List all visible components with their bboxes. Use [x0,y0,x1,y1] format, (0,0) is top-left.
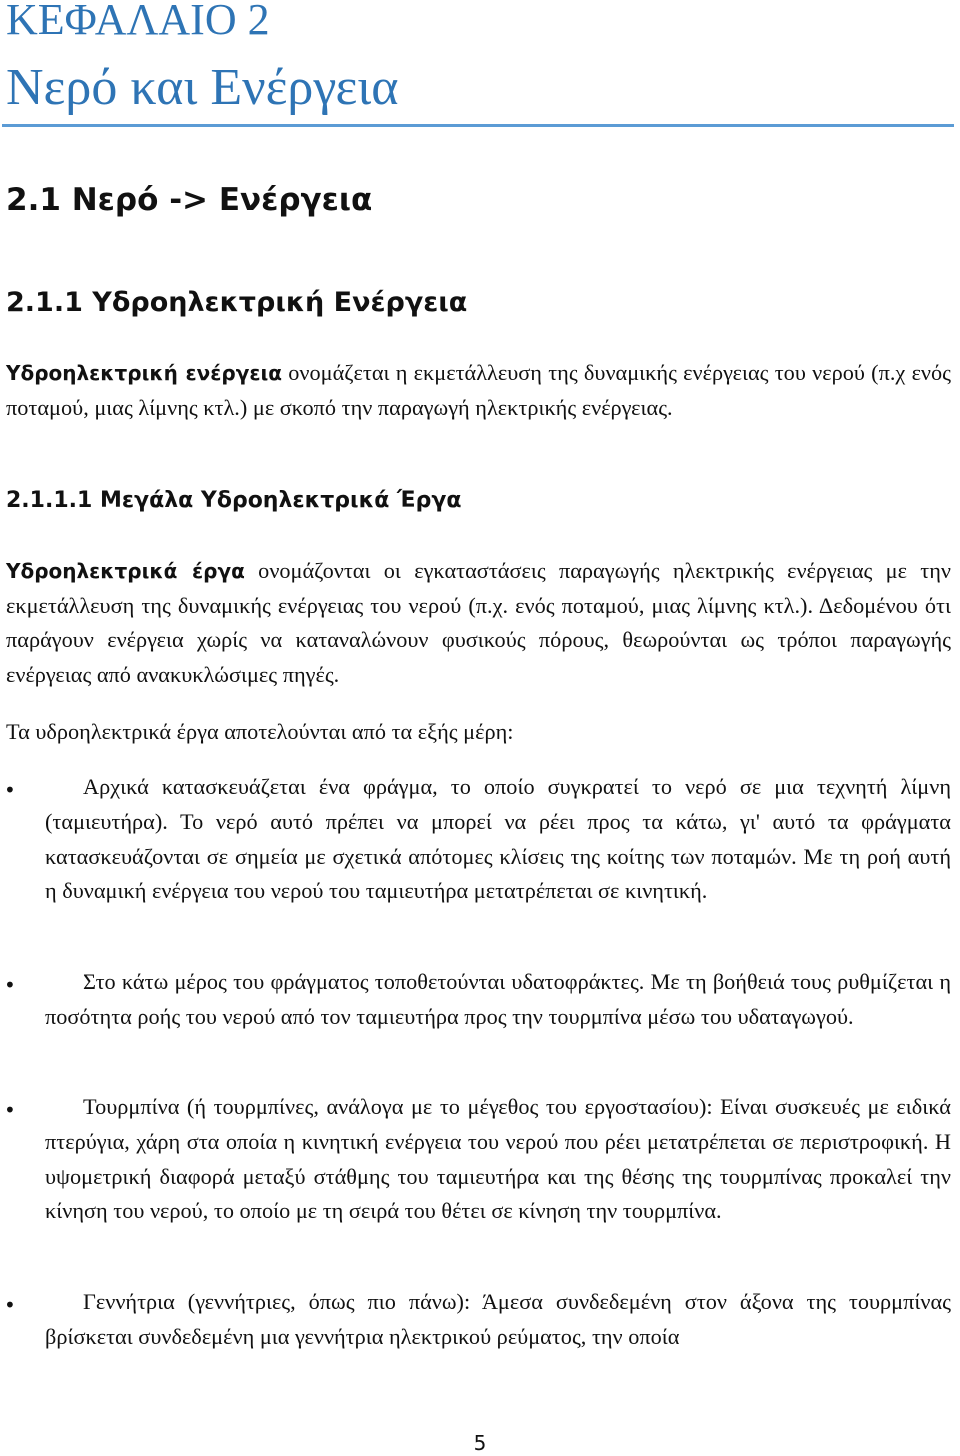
subsubsection-heading: 2.1.1.1 Μεγάλα Υδροηλεκτρικά Έργα [6,488,462,513]
definition-bold-term: Υδροηλεκτρικά έργα [6,559,245,583]
definition-text: ονομάζονται οι εγκαταστάσεις παραγωγής ηλεκτρικής ενέργειας με την εκμετάλλευση της δυναμικής ενέργειας του νερού (π.χ. ενός ποταμού, μιας λίμνης κτλ.). Δεδομένου ότι παράγουν ενέργεια χωρίς να καταναλώνουν φυσικούς πόρους, θεωρούνται ως τρόποι παραγωγής ενέργειας από ανακυκλώσιμες πηγές. [6,558,952,687]
bullet-icon: • [4,1293,16,1317]
section-heading: 2.1 Νερό -> Ενέργεια [6,182,373,218]
intro-paragraph [6,356,951,425]
intro-bold-term: Υδροηλεκτρική ενέργεια [6,361,282,385]
list-item-generator: Γεννήτρια (γεννήτριες, όπως πιο πάνω): Άμεσα συνδεδεμένη στον άξονα της τουρμπίνας βρίσκεται συνδεδεμένη μια γεννήτρια ηλεκτρικού ρεύματος, την οποία [45,1289,951,1349]
bullet-icon: • [4,973,16,997]
title-divider [2,124,954,127]
subsection-heading: 2.1.1 Υδροηλεκτρική Ενέργεια [6,287,468,318]
list-item-dam: Αρχικά κατασκευάζεται ένα φράγμα, το οποίο συγκρατεί το νερό σε μια τεχνητή λίμνη (ταμιευτήρα). Το νερό αυτό πρέπει να μπορεί να ρέει προς τα κάτω, γι' αυτό τα φράγματα κατασκευάζονται σε σημεία με σχετικά απότομες κλίσεις της κοίτης των ποταμών. Με τη ροή αυτή η δυναμική ενέργεια του νερού του ταμιευτήρα μετατρέπεται σε κινητική. [45,774,951,904]
chapter-title: Νερό και Ενέργεια [6,59,399,116]
list-item-turbine: Τουρμπίνα (ή τουρμπίνες, ανάλογα με το μέγεθος του εργοστασίου): Είναι συσκευές με ειδικά πτερύγια, χάρη στα οποία η κινητική ενέργεια του νερού που ρέει μετατρέπεται σε περιστροφική. Η υψομετρική διαφορά μεταξύ στάθμης του ταμιευτήρα και της θέσης της τουρμπίνας προκαλεί την κίνηση του νερού, το οποίο με τη σειρά του θέτει σε κίνηση την τουρμπίνα. [45,1094,951,1224]
bullet-icon: • [4,778,16,802]
chapter-label: ΚΕΦΑΛΑΙΟ 2 [6,0,270,44]
list-item-sluice-gates: Στο κάτω μέρος του φράγματος τοποθετούνται υδατοφράκτες. Με τη βοήθειά τους ρυθμίζεται η ποσότητα ροής του νερού από τον ταμιευτήρα προς την τουρμπίνα μέσω του υδαταγωγού. [45,969,951,1029]
intro-text: ονομάζεται η εκμετάλλευση της δυναμικής ενέργειας του νερού (π.χ ενός ποταμού, μιας λίμνης κτλ.) με σκοπό την παραγωγή ηλεκτρικής ενέργειας. [6,360,951,420]
parts-intro-paragraph: Τα υδροηλεκτρικά έργα αποτελούνται από τα εξής μέρη: [6,719,514,744]
page-number: 5 [473,1431,487,1455]
definition-paragraph [6,554,951,692]
bullet-icon: • [4,1098,16,1122]
